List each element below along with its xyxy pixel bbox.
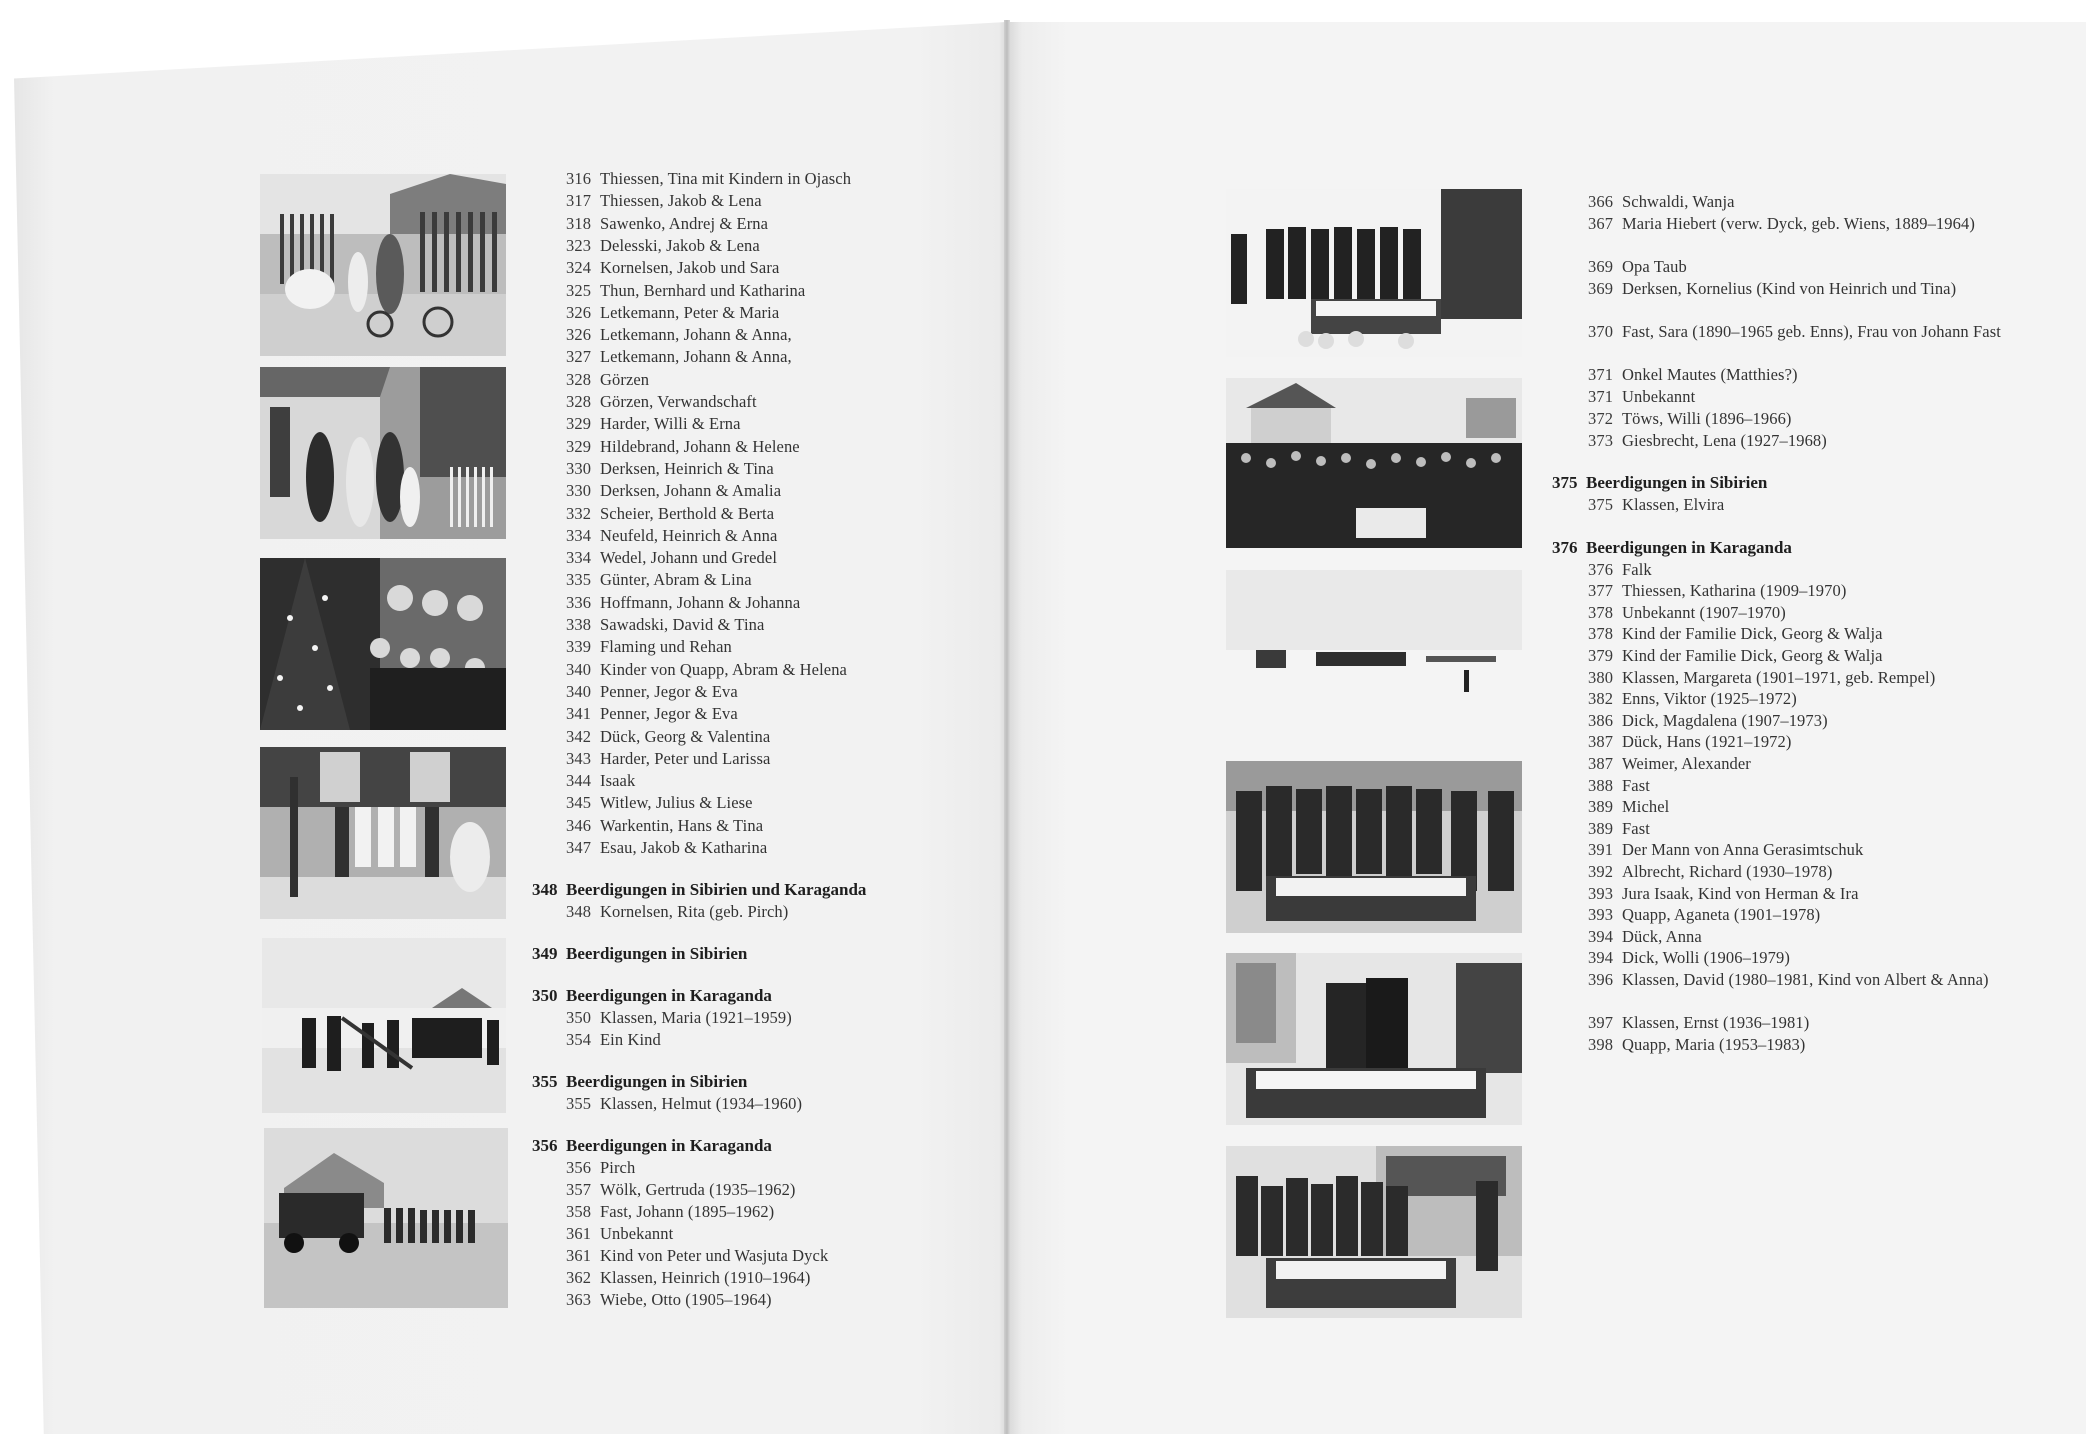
snowy-field-vehicles-photo [1226, 570, 1522, 740]
entry-text: Enns, Viktor (1925–1972) [1622, 689, 1797, 709]
index-entry [1588, 775, 1650, 797]
index-entry [566, 257, 779, 279]
section-title: Beerdigungen in Sibirien [566, 944, 748, 964]
entry-text: Hildebrand, Johann & Helene [600, 436, 800, 456]
entry-text: Dück, Hans (1921–1972) [1622, 732, 1792, 752]
entry-text: Görzen, Verwandschaft [600, 392, 757, 411]
page-number: 361 [566, 1246, 592, 1266]
page-number: 336 [566, 592, 592, 612]
index-entry [566, 770, 635, 792]
page-number: 386 [1588, 710, 1614, 730]
entry-text: Dück, Anna [1622, 926, 1702, 946]
index-entry [566, 1029, 661, 1051]
page-number: 345 [566, 793, 592, 813]
index-entry [1588, 430, 1827, 452]
entry-text: Wiebe, Otto (1905–1964) [600, 1290, 772, 1310]
entry-text: Quapp, Aganeta (1901–1978) [1622, 905, 1821, 925]
page-number: 378 [1588, 624, 1614, 644]
section-page-number: 355 [532, 1072, 558, 1092]
page-number: 366 [1588, 192, 1614, 211]
index-entry [566, 636, 732, 658]
index-entry [566, 280, 805, 302]
page-number: 369 [1588, 279, 1614, 298]
index-entry [1588, 818, 1650, 840]
index-entry [566, 1223, 673, 1245]
entry-text: Unbekannt [600, 1224, 674, 1244]
index-entry [1588, 213, 2042, 235]
page-number: 382 [1588, 689, 1614, 709]
section-title: Beerdigungen in Karaganda [566, 1136, 772, 1156]
page-number: 326 [566, 302, 592, 322]
section-heading [532, 1135, 772, 1157]
page-number: 371 [1588, 365, 1614, 384]
page-number: 348 [566, 902, 592, 922]
page-number: 372 [1588, 409, 1614, 428]
page-number: 332 [566, 503, 592, 523]
page-number: 361 [566, 1224, 592, 1244]
index-entry [1588, 364, 1798, 386]
index-entry [566, 1245, 828, 1267]
section-heading [532, 943, 747, 965]
index-entry [1588, 321, 2042, 343]
index-entry [566, 391, 757, 413]
page-number: 346 [566, 815, 592, 835]
page-number: 330 [566, 481, 592, 501]
family-in-front-of-house-photo [260, 367, 506, 539]
entry-text: Onkel Mautes (Matthies?) [1622, 365, 1798, 384]
page-number: 330 [566, 458, 592, 478]
entry-text: Fast, Johann (1895–1962) [600, 1202, 775, 1222]
page-number: 391 [1588, 840, 1614, 860]
entry-text: Letkemann, Johann & Anna, [600, 325, 792, 345]
index-entry [566, 458, 774, 480]
entry-text: Wölk, Gertruda (1935–1962) [600, 1180, 796, 1200]
entry-text: Harder, Peter und Larissa [600, 748, 771, 768]
page-number: 356 [566, 1158, 592, 1178]
page-number: 392 [1588, 862, 1614, 881]
page-number: 362 [566, 1268, 592, 1288]
index-entry [1588, 883, 1859, 905]
entry-text: Thiessen, Katharina (1909–1970) [1622, 581, 1847, 601]
page-number: 329 [566, 414, 592, 434]
entry-text: Dick, Wolli (1906–1979) [1622, 948, 1790, 968]
index-entry [566, 346, 792, 368]
book-gutter [1004, 20, 1010, 1434]
index-entry [566, 748, 770, 770]
index-entry [566, 1267, 810, 1289]
entry-text: Delesski, Jakob & Lena [600, 235, 760, 255]
entry-text: Opa Taub [1622, 257, 1687, 276]
index-entry [1588, 710, 1828, 732]
entry-text: Der Mann von Anna Gerasimtschuk [1622, 840, 1864, 860]
page-number: 387 [1588, 732, 1614, 752]
index-entry [566, 525, 777, 547]
page-number: 328 [566, 369, 592, 389]
page-number: 397 [1588, 1013, 1614, 1032]
index-entry [1588, 386, 1695, 408]
page-number: 376 [1588, 559, 1614, 579]
entry-text: Thiessen, Tina mit Kindern in Ojasch [600, 169, 852, 188]
entry-text: Neufeld, Heinrich & Anna [600, 525, 778, 545]
page-number: 324 [566, 258, 592, 278]
page-number: 357 [566, 1180, 592, 1200]
entry-text: Kind von Peter und Wasjuta Dyck [600, 1246, 829, 1266]
entry-text: Klassen, Maria (1921–1959) [600, 1008, 792, 1028]
christmas-tree-family-photo [260, 558, 506, 730]
index-entry [566, 1157, 635, 1179]
index-entry [566, 726, 770, 748]
page-number: 342 [566, 726, 592, 746]
entry-text: Penner, Jegor & Eva [600, 681, 738, 701]
index-entry [566, 1093, 802, 1115]
page-number: 328 [566, 392, 592, 411]
entry-text: Falk [1622, 559, 1652, 579]
entry-text: Sawenko, Andrej & Erna [600, 213, 769, 233]
page-number: 343 [566, 748, 592, 768]
entry-text: Hoffmann, Johann & Johanna [600, 592, 801, 612]
index-entry [566, 837, 767, 859]
index-entry [566, 659, 847, 681]
index-entry [566, 436, 800, 458]
index-entry [566, 235, 760, 257]
entry-text: Jura Isaak, Kind von Herman & Ira [1622, 883, 1859, 903]
index-entry [1588, 796, 1669, 818]
section-title: Beerdigungen in Sibirien [1586, 473, 1768, 492]
section-heading [532, 1071, 747, 1093]
index-entry [1588, 256, 1687, 278]
index-entry [1588, 278, 2042, 300]
entry-text: Wedel, Johann und Gredel [600, 548, 778, 568]
index-entry [1588, 645, 1883, 667]
page-number: 389 [1588, 818, 1614, 838]
entry-text: Derksen, Johann & Amalia [600, 481, 782, 501]
entry-text: Ein Kind [600, 1030, 661, 1050]
index-entry [1588, 688, 1797, 710]
entry-text: Klassen, Ernst (1936–1981) [1622, 1013, 1810, 1032]
page-number: 325 [566, 280, 592, 300]
section-page-number: 348 [532, 880, 558, 900]
page-number: 379 [1588, 646, 1614, 665]
index-entry [1588, 904, 1820, 926]
coffin-group-snow-photo [1226, 189, 1522, 357]
page-number: 347 [566, 838, 592, 857]
entry-text: Giesbrecht, Lena (1927–1968) [1622, 431, 1827, 450]
index-entry [1588, 580, 1846, 602]
truck-funeral-photo [264, 1128, 508, 1308]
entry-text: Kornelsen, Rita (geb. Pirch) [600, 902, 789, 922]
page-number: 335 [566, 570, 592, 590]
index-entry [566, 815, 763, 837]
index-entry [566, 1289, 772, 1311]
page-number: 340 [566, 659, 592, 679]
page-number: 388 [1588, 775, 1614, 795]
page-number: 393 [1588, 905, 1614, 925]
page-number: 339 [566, 637, 592, 657]
entry-text: Töws, Willi (1896–1966) [1622, 409, 1792, 428]
page-number: 340 [566, 681, 592, 701]
index-entry [566, 168, 851, 190]
entry-text: Görzen [600, 369, 650, 389]
entry-text: Klassen, Margareta (1901–1971, geb. Rempel) [1622, 667, 1936, 687]
page-number: 329 [566, 436, 592, 456]
entry-text: Thun, Bernhard und Katharina [600, 280, 806, 300]
page-number: 377 [1588, 581, 1614, 601]
index-entry [566, 901, 788, 923]
page-number: 317 [566, 191, 592, 211]
page-number: 367 [1588, 214, 1614, 233]
page-number: 394 [1588, 948, 1614, 968]
index-entry [566, 547, 777, 569]
page-number: 344 [566, 771, 592, 791]
index-entry [566, 1179, 796, 1201]
left-page [14, 22, 1006, 1434]
funeral-group-bus-photo [1226, 1146, 1522, 1318]
index-entry [1588, 494, 1724, 516]
index-entry [1588, 408, 1792, 430]
index-entry [1588, 559, 1652, 581]
index-entry [1588, 602, 1786, 624]
entry-text: Kinder von Quapp, Abram & Helena [600, 659, 847, 679]
index-entry [566, 592, 800, 614]
page-number: 378 [1588, 602, 1614, 622]
entry-text: Klassen, Elvira [1622, 495, 1725, 514]
entry-text: Pirch [600, 1158, 636, 1178]
entry-text: Dück, Georg & Valentina [600, 726, 771, 746]
section-title: Beerdigungen in Sibirien [566, 1072, 748, 1092]
index-entry [1588, 753, 1751, 775]
entry-text: Maria Hiebert (verw. Dyck, geb. Wiens, 1889–1964) [1622, 214, 1975, 233]
entry-text: Penner, Jegor & Eva [600, 704, 738, 724]
index-entry [566, 369, 649, 391]
page-number: 334 [566, 525, 592, 545]
entry-text: Kornelsen, Jakob und Sara [600, 258, 780, 278]
entry-text: Isaak [600, 771, 636, 791]
page-number: 375 [1588, 495, 1614, 514]
page-number: 389 [1588, 797, 1614, 817]
entry-text: Quapp, Maria (1953–1983) [1622, 1034, 1806, 1054]
index-entry [1588, 731, 1791, 753]
entry-text: Albrecht, Richard (1930–1978) [1622, 862, 1833, 881]
entry-text: Scheier, Berthold & Berta [600, 503, 775, 523]
index-entry [566, 213, 768, 235]
index-entry [566, 1007, 792, 1029]
entry-text: Fast [1622, 818, 1650, 838]
page-number: 334 [566, 548, 592, 568]
index-entry [566, 302, 779, 324]
index-entry [566, 792, 753, 814]
index-entry [566, 503, 774, 525]
children-with-pram-photo [260, 174, 506, 356]
section-page-number: 375 [1552, 473, 1578, 492]
section-title: Beerdigungen in Karaganda [1586, 537, 1792, 557]
page-number: 393 [1588, 883, 1614, 903]
entry-text: Unbekannt [1622, 387, 1696, 406]
page-number: 373 [1588, 431, 1614, 450]
page-number: 370 [1588, 322, 1614, 341]
large-crowd-funeral-photo [1226, 378, 1522, 548]
page-number: 350 [566, 1008, 592, 1028]
entry-text: Fast, Sara (1890–1965 geb. Enns), Frau von Johann Fast [1622, 322, 2001, 341]
page-number: 396 [1588, 970, 1614, 989]
mourners-indoor-photo [1226, 761, 1522, 933]
index-entry [1588, 1012, 1809, 1034]
entry-text: Letkemann, Peter & Maria [600, 302, 780, 322]
page-number: 398 [1588, 1034, 1614, 1054]
index-entry [1588, 861, 1832, 883]
page-number: 318 [566, 213, 592, 233]
page-number: 394 [1588, 926, 1614, 946]
entry-text: Fast [1622, 775, 1650, 795]
index-entry [566, 190, 762, 212]
index-entry [1588, 623, 1883, 645]
page-number: 371 [1588, 387, 1614, 406]
section-page-number: 376 [1552, 537, 1578, 557]
entry-text: Klassen, Helmut (1934–1960) [600, 1094, 803, 1114]
page-number: 363 [566, 1290, 592, 1310]
page-number: 316 [566, 169, 592, 188]
entry-text: Dick, Magdalena (1907–1973) [1622, 710, 1828, 730]
page-number: 341 [566, 704, 592, 724]
entry-text: Sawadski, David & Tina [600, 615, 765, 634]
index-entry [566, 480, 781, 502]
section-heading [1552, 472, 1767, 494]
index-entry [566, 681, 738, 703]
page-number: 358 [566, 1202, 592, 1222]
section-title: Beerdigungen in Karaganda [566, 986, 772, 1006]
page-number: 354 [566, 1030, 592, 1050]
page-number: 326 [566, 325, 592, 345]
entry-text: Michel [1622, 797, 1670, 817]
section-page-number: 349 [532, 944, 558, 964]
entry-text: Derksen, Heinrich & Tina [600, 458, 774, 478]
index-entry [1588, 839, 1863, 861]
page-number: 355 [566, 1094, 592, 1114]
entry-text: Unbekannt (1907–1970) [1622, 602, 1786, 622]
index-entry [1588, 191, 1735, 213]
entry-text: Günter, Abram & Lina [600, 570, 752, 590]
couple-at-coffin-photo [1226, 953, 1522, 1125]
entry-text: Kind der Familie Dick, Georg & Walja [1622, 646, 1883, 665]
funeral-procession-snow-photo [262, 938, 506, 1113]
entry-text: Flaming und Rehan [600, 637, 732, 657]
index-entry [566, 569, 752, 591]
page-number: 323 [566, 235, 592, 255]
section-title: Beerdigungen in Sibirien und Karaganda [566, 880, 867, 900]
index-entry [1588, 947, 1790, 969]
entry-text: Derksen, Kornelius (Kind von Heinrich und Tina) [1622, 279, 1957, 298]
entry-text: Harder, Willi & Erna [600, 414, 741, 434]
section-heading [1552, 537, 1792, 559]
entry-text: Warkentin, Hans & Tina [600, 815, 764, 835]
section-page-number: 350 [532, 986, 558, 1006]
section-page-number: 356 [532, 1136, 558, 1156]
entry-text: Kind der Familie Dick, Georg & Walja [1622, 624, 1883, 644]
entry-text: Thiessen, Jakob & Lena [600, 191, 762, 211]
page-number: 327 [566, 347, 592, 367]
section-heading [532, 985, 772, 1007]
women-in-aprons-photo [260, 747, 506, 919]
index-entry [566, 1201, 774, 1223]
page-number: 338 [566, 615, 592, 634]
index-entry [1588, 667, 1935, 689]
entry-text: Schwaldi, Wanja [1622, 192, 1735, 211]
index-entry [566, 324, 792, 346]
index-entry [566, 413, 741, 435]
entry-text: Klassen, David (1980–1981, Kind von Albert & Anna) [1622, 970, 1989, 989]
index-entry [1588, 969, 2022, 991]
index-entry [1588, 926, 1702, 948]
page-number: 387 [1588, 754, 1614, 773]
index-entry [566, 703, 738, 725]
entry-text: Klassen, Heinrich (1910–1964) [600, 1268, 811, 1288]
section-heading [532, 879, 866, 901]
page-number: 380 [1588, 667, 1614, 687]
entry-text: Weimer, Alexander [1622, 754, 1751, 773]
index-entry [566, 614, 764, 636]
entry-text: Esau, Jakob & Katharina [600, 838, 768, 857]
index-entry [1588, 1034, 1805, 1056]
entry-text: Letkemann, Johann & Anna, [600, 347, 792, 367]
entry-text: Witlew, Julius & Liese [600, 793, 753, 813]
page-number: 369 [1588, 257, 1614, 276]
